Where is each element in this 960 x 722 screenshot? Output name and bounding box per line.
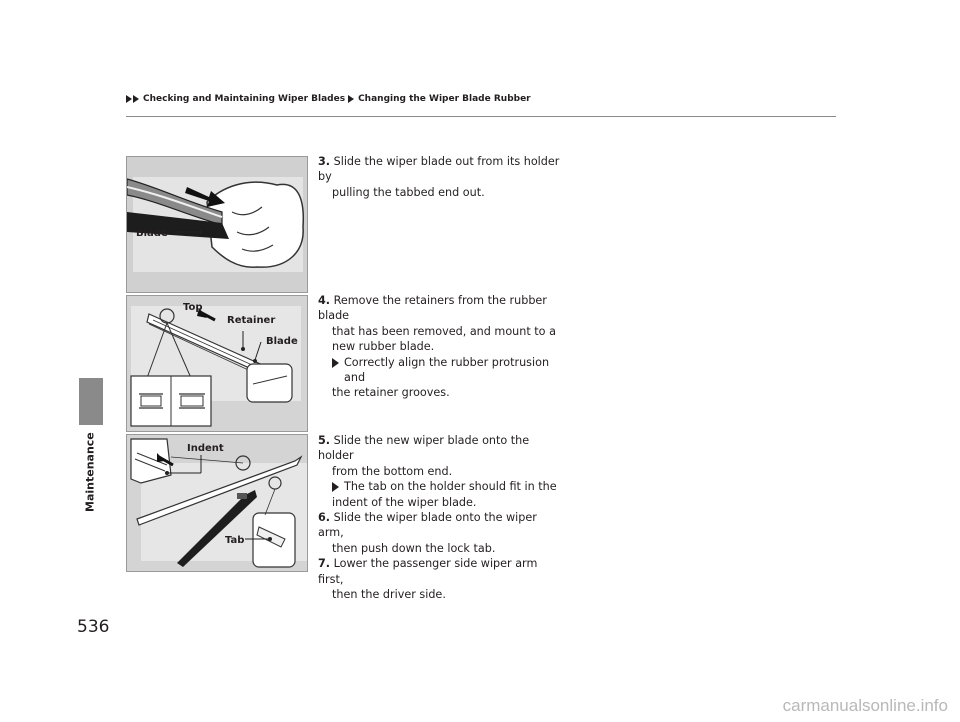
breadcrumb [126, 94, 531, 104]
step-text: then push down the lock tab. [332, 541, 496, 555]
breadcrumb-item[interactable]: Changing the Wiper Blade Rubber [358, 94, 531, 104]
blade-label: Blade [266, 336, 298, 347]
step-text: pulling the tabbed end out. [332, 185, 485, 199]
page-number: 536 [77, 617, 110, 637]
note-text: The tab on the holder should fit in the [344, 480, 557, 494]
step-number: 4. [318, 294, 331, 307]
step-3 [318, 154, 563, 200]
step-text: then the driver side. [332, 588, 446, 602]
breadcrumb-arrow-icon [348, 95, 354, 103]
step-note [318, 479, 563, 494]
step-text: Lower the passenger side wiper arm first, [318, 557, 538, 586]
step-text: Remove the retainers from the rubber blade [318, 294, 547, 323]
step-text: new rubber blade. [332, 340, 435, 354]
step-number: 3. [318, 155, 331, 168]
figure-install-blade [126, 434, 308, 572]
step-5 [318, 433, 563, 602]
step-text: from the bottom end. [332, 464, 453, 478]
note-text: Correctly align the rubber protrusion and [344, 355, 550, 385]
note-arrow-icon [332, 358, 339, 368]
breadcrumb-arrow-icon [126, 95, 132, 103]
retainer-label: Retainer [227, 315, 276, 326]
step-text: Slide the wiper blade onto the wiper arm, [318, 511, 537, 540]
tab-label: Tab [225, 535, 245, 546]
step-text: Slide the new wiper blade onto the holder [318, 434, 530, 463]
figure-retainers [126, 295, 308, 432]
breadcrumb-arrow-icon [133, 95, 139, 103]
blade-label: Blade [136, 228, 168, 239]
section-label: Maintenance [83, 432, 97, 512]
header-rule [126, 116, 836, 117]
step-number: 5. [318, 434, 331, 447]
note-arrow-icon [332, 482, 339, 492]
breadcrumb-item[interactable]: Checking and Maintaining Wiper Blades [143, 94, 346, 104]
step-4 [318, 293, 563, 401]
step-note [318, 355, 563, 386]
indent-label: Indent [187, 443, 224, 454]
step-text: that has been removed, and mount to a [332, 324, 556, 338]
note-text: indent of the wiper blade. [332, 495, 477, 509]
top-label: Top [183, 302, 203, 313]
note-text: the retainer grooves. [332, 386, 450, 400]
step-number: 6. [318, 511, 331, 525]
figure-remove-blade [126, 156, 308, 293]
section-tab [79, 378, 103, 425]
step-number: 7. [318, 557, 331, 571]
watermark: carmanualsonline.info [782, 696, 948, 715]
step-text: Slide the wiper blade out from its holder by [318, 155, 560, 184]
